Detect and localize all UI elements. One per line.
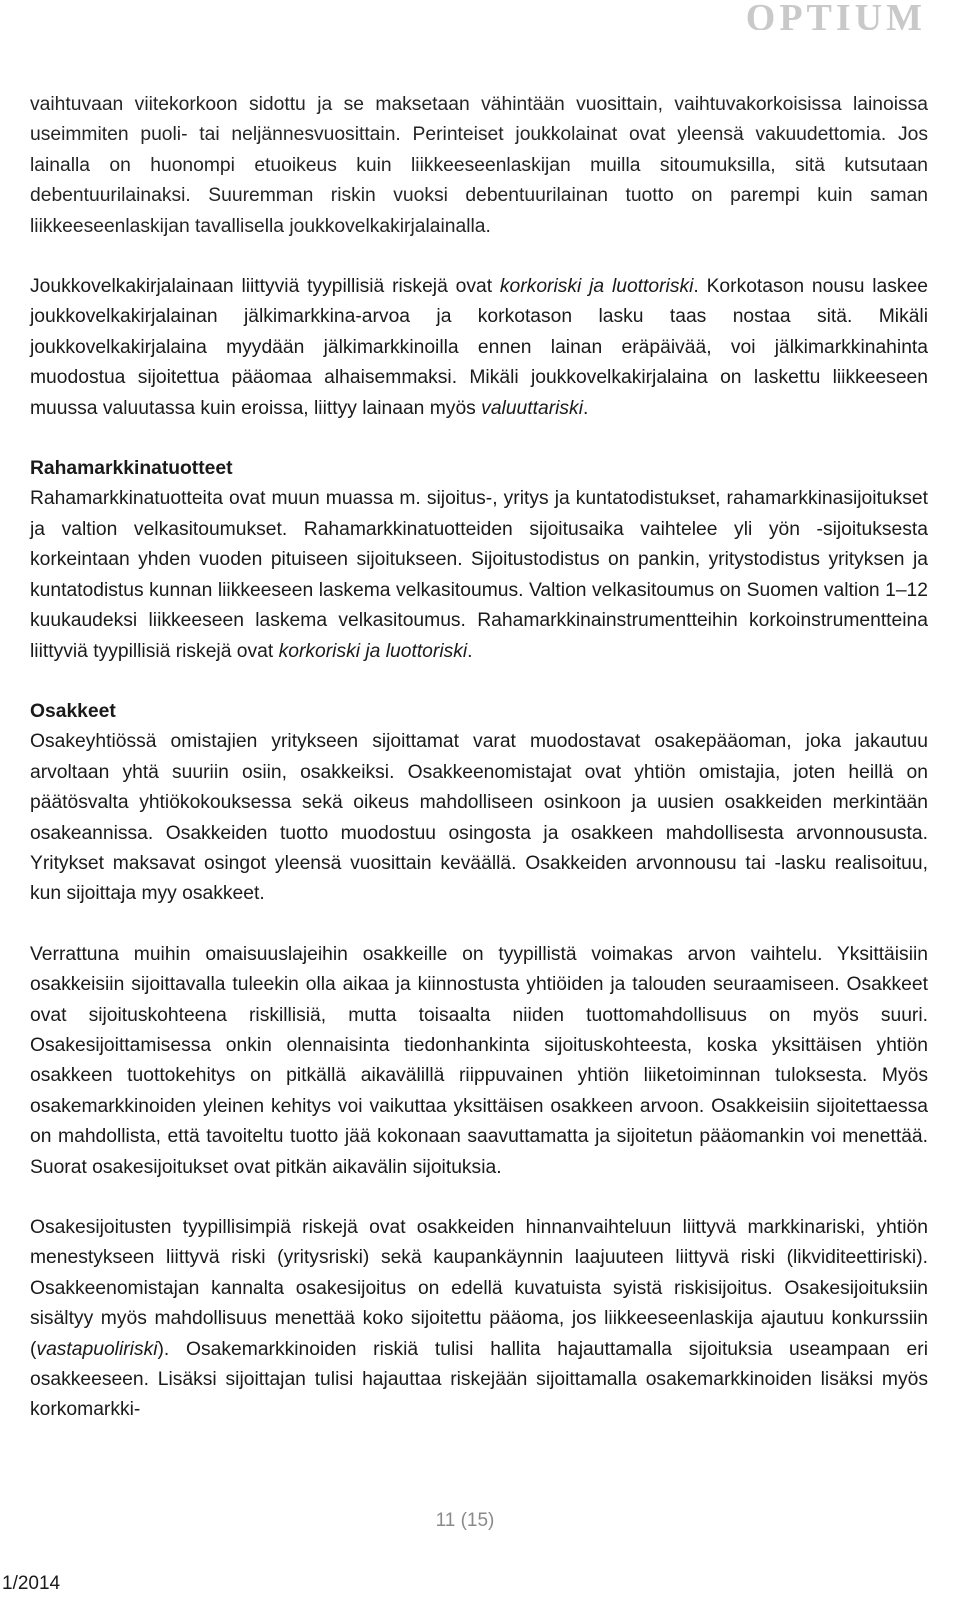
paragraph-shares-1: Osakeyhtiössä omistajien yritykseen sijoittamat varat muodostavat osakepääoman, joka jakautuu arvoltaan yhtä suuriin osiin, osakkeiksi. Osakkeenomistajat ovat yhtiön omistajia, joten heillä on päätösvalta yhtiökokouksessa sekä oikeus mahdolliseen osinkoon ja uusien osakkeiden merkintään osakeannissa. Osakkeiden tuotto muodostuu osingosta ja osakkeen mahdollisesta arvonnoususta. Yritykset maksavat osingot yleensä vuosittain keväällä. Osakkeiden arvonnousu tai -lasku realisoituu, kun sijoittaja myy osakkeet.	[30, 731, 928, 905]
document-date: 1/2014	[2, 1573, 61, 1594]
paragraph-bond-risks: Joukkovelkakirjalainaan liittyviä tyypillisiä riskejä ovat korkoriski ja luottoriski. Korkotason nousu laskee joukkovelkakirjalainan jälkimarkkina-arvoa ja korkotason lasku taas nostaa sitä. Mikäli joukkovelkakirjalaina myydään jälkimarkkinoilla ennen lainan eräpäivää, voi jälkimarkkinahinta muodostua sijoitettua pääomaa alhaisemmaksi. Mikäli joukkovelkakirjalaina on laskettu liikkeeseen muussa valuutassa kuin eroissa, liittyy lainaan myös valuuttariski.	[30, 276, 929, 419]
document-body	[30, 90, 928, 1426]
page-number: 11 (15)	[435, 1510, 495, 1531]
optium-logo: OPTIUM	[745, 0, 926, 30]
paragraph-shares-3: Osakesijoitusten tyypillisimpiä riskejä ovat osakkeiden hinnanvaihteluun liittyvä markkinariski, yhtiön menestykseen liittyvä riski (yritysriski) sekä kaupankäynnin laajuuteen liittyvä riski (likviditeettiriski). Osakkeenomistajan kannalta osakesijoitus on edellä kuvatuista syistä riskisijoitus. Osakesijoituksiin sisältyy myös mahdollisuus menettää koko sijoitettu pääoma, jos liikkeeseenlaskija ajautuu konkurssiin (vastapuoliriski). Osakemarkkinoiden riskiä tulisi hallita hajauttamalla sijoituksia useampaan eri osakkeeseen. Lisäksi sijoittajan tulisi hajauttaa riskejään sijoittamalla osakemarkkinoiden lisäksi myös korkomarkki-	[30, 1217, 928, 1421]
paragraph-money-market: Rahamarkkinatuotteita ovat muun muassa m. sijoitus-, yritys ja kuntatodistukset, rahamarkkinasijoitukset ja valtion velkasitoumukset. Rahamarkkinatuotteiden sijoitusaika vaihtelee yli yön -sijoituksesta korkeintaan yhden vuoden pituiseen sijoitukseen. Sijoitustodistus on pankin, yritystodistus yrityksen ja kuntatodistus kunnan liikkeeseen laskema velkasitoumus. Valtion velkasitoumus on Suomen valtion 1–12 kuukaudeksi liikkeeseen laskema velkasitoumus. Rahamarkkinainstrumentteihin korkoinstrumentteina liittyviä tyypillisiä riskejä ovat korkoriski ja luottoriski.	[30, 488, 928, 662]
paragraph-bond-intro: vaihtuvaan viitekorkoon sidottu ja se maksetaan vähintään vuosittain, vaihtuvakorkoisissa lainoissa useimmiten puoli- tai neljännesvuosittain. Perinteiset joukkolainat ovat yleensä vakuudettomia. Jos lainalla on huonompi etuoikeus kuin liikkeeseenlaskijan muilla sitoumuksilla, sitä kutsutaan debentuurilainaksi. Suuremman riskin vuoksi debentuurilainan tuotto on parempi kuin saman liikkeeseenlaskijan tavallisella joukkovelkakirjalainalla.	[30, 94, 928, 237]
paragraph-shares-2: Verrattuna muihin omaisuuslajeihin osakkeille on tyypillistä voimakas arvon vaihtelu. Yksittäisiin osakkeisiin sijoittavalla tuleekin olla aikaa ja kiinnostusta yhtiöiden ja talouden seuraamiseen. Osakkeet ovat sijoituskohteena riskillisiä, mutta toisaalta niiden tuottomahdollisuus on myös suuri. Osakesijoittamisessa onkin olennaisinta tiedonhankinta sijoituskohteesta, koska yksittäisen yhtiön osakkeen tuottokehitys on pitkällä aikavälillä riippuvainen yhtiön liiketoiminnan tuloksesta. Myös osakemarkkinoiden yleinen kehitys voi vaikuttaa yksittäisen osakkeen arvoon. Osakkeisiin sijoitettaessa on mahdollista, että tavoiteltu tuotto jää kokonaan saavuttamatta ja sijoitetun pääomankin voi menettää. Suorat osakesijoitukset ovat pitkän aikavälin sijoituksia.	[30, 943, 928, 1178]
heading-money-market: Rahamarkkinatuotteet	[30, 458, 233, 480]
heading-shares: Osakkeet	[30, 700, 116, 722]
